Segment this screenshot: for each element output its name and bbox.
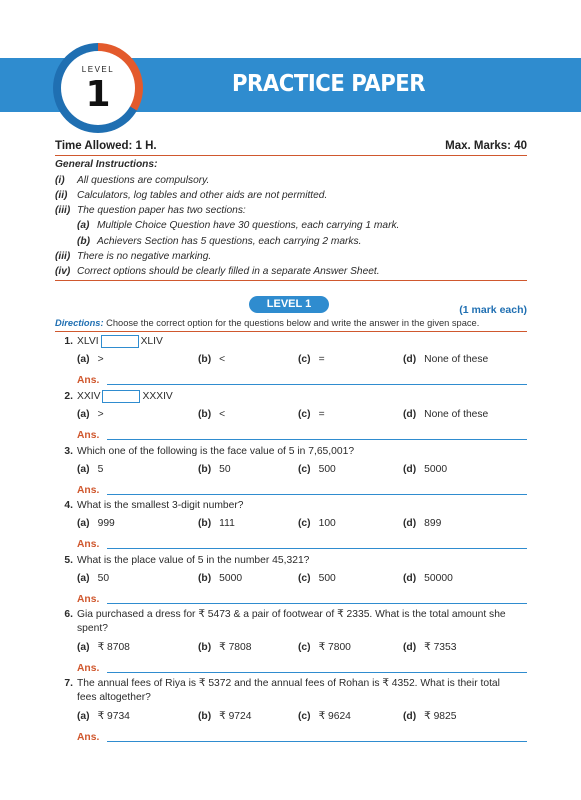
instruction-number: (iv) [55, 265, 71, 277]
question-number: 7. [64, 678, 73, 689]
question-number: 1. [64, 336, 73, 347]
option-letter: (d) [403, 409, 417, 420]
option-text: 50 [97, 573, 110, 584]
option-d[interactable] [403, 352, 488, 368]
instruction-number: (b) [77, 235, 91, 247]
option-c[interactable] [298, 462, 336, 478]
question-text: What is the smallest 3-digit number? [77, 500, 244, 511]
question [55, 389, 527, 445]
answer-row [55, 373, 527, 390]
option-letter: (c) [298, 573, 311, 584]
instruction-item [55, 203, 527, 218]
instruction-item [55, 173, 527, 188]
option-text: 5000 [219, 573, 243, 584]
question [55, 444, 527, 500]
answer-row [55, 661, 527, 678]
question-number: 5. [64, 555, 73, 566]
answer-label: Ans. [77, 731, 100, 743]
option-a[interactable] [77, 640, 130, 656]
option-letter: (a) [77, 518, 90, 529]
answer-row [55, 428, 527, 445]
question-text: The annual fees of Riya is ₹ 5372 and the annual fees of Rohan is ₹ 4352. What is their total [77, 678, 500, 689]
directions-text: Choose the correct option for the questions below and write the answer in the given space. [106, 318, 480, 328]
option-text: = [318, 409, 325, 420]
answer-label: Ans. [77, 375, 100, 386]
question-number: 2. [64, 391, 73, 402]
option-text: 500 [318, 464, 336, 475]
question-number: 6. [64, 609, 73, 620]
instruction-item [55, 188, 527, 203]
option-c[interactable] [298, 709, 351, 725]
directions-label: Directions: [55, 318, 104, 328]
option-text: ₹ 9734 [97, 710, 130, 722]
instruction-subitem [55, 218, 527, 233]
option-text: ₹ 9825 [424, 710, 457, 722]
answer-label: Ans. [77, 662, 100, 674]
numeral-left: XLVI [77, 336, 99, 347]
options-row [55, 709, 527, 725]
option-d[interactable] [403, 709, 456, 725]
level-badge-inner [61, 51, 135, 125]
instruction-number: (iii) [55, 250, 71, 262]
level-badge [53, 43, 143, 133]
general-instructions [55, 158, 527, 279]
option-text: 50 [219, 464, 231, 475]
option-text: < [219, 409, 226, 420]
option-letter: (c) [298, 464, 311, 475]
option-b[interactable] [198, 640, 251, 656]
option-a[interactable] [77, 407, 104, 423]
answer-label: Ans. [77, 485, 100, 496]
option-text: ₹ 9624 [318, 710, 351, 722]
options-row [55, 640, 527, 656]
option-d[interactable] [403, 462, 447, 478]
numeral-left: XXIV [77, 391, 101, 402]
question-number: 3. [64, 446, 73, 457]
option-letter: (d) [403, 464, 417, 475]
instruction-item [55, 264, 527, 279]
level-badge-number: 1 [85, 74, 111, 115]
option-text: ₹ 7808 [219, 641, 252, 653]
section-title: LEVEL 1 [249, 296, 329, 313]
option-b[interactable] [198, 516, 235, 532]
option-letter: (d) [403, 518, 417, 529]
option-text: 999 [97, 518, 115, 529]
option-a[interactable] [77, 352, 104, 368]
answer-label: Ans. [77, 594, 100, 605]
answer-row [55, 730, 527, 747]
page-title: PRACTICE PAPER [232, 71, 426, 97]
option-letter: (a) [77, 354, 90, 365]
question [55, 553, 527, 609]
option-letter: (a) [77, 573, 90, 584]
option-text: 50000 [424, 573, 453, 584]
question-text-continued: spent? [77, 623, 108, 634]
options-row [55, 571, 527, 587]
option-text: 5 [97, 464, 104, 475]
option-letter: (c) [298, 409, 311, 420]
option-text: < [219, 354, 226, 365]
instruction-text: All questions are compulsory. [77, 174, 210, 186]
question-text: Which one of the following is the face value of 5 in 7,65,001? [77, 446, 355, 457]
options-row [55, 407, 527, 423]
option-letter: (a) [77, 710, 90, 722]
option-c[interactable] [298, 571, 336, 587]
answer-line[interactable] [107, 741, 527, 742]
instruction-number: (i) [55, 174, 65, 186]
answer-label: Ans. [77, 539, 100, 550]
option-a[interactable] [77, 516, 115, 532]
general-instructions-title: General Instructions: [55, 159, 158, 170]
question-number: 4. [64, 500, 73, 511]
divider [55, 155, 527, 156]
answer-line[interactable] [107, 439, 527, 440]
option-a[interactable] [77, 709, 130, 725]
option-letter: (c) [298, 641, 311, 653]
option-b[interactable] [198, 407, 225, 423]
option-letter: (b) [198, 641, 212, 653]
option-letter: (b) [198, 518, 212, 529]
instruction-text: The question paper has two sections: [77, 205, 246, 217]
option-text: 5000 [424, 464, 448, 475]
question-text [77, 389, 527, 404]
instruction-text: Achievers Section has 5 questions, each carrying 2 marks. [97, 235, 362, 247]
divider [55, 280, 527, 281]
option-letter: (a) [77, 409, 90, 420]
option-letter: (d) [403, 710, 417, 722]
option-text: 100 [318, 518, 336, 529]
instruction-number: (ii) [55, 189, 68, 201]
option-text: ₹ 8708 [97, 641, 130, 653]
answer-line[interactable] [107, 548, 527, 549]
options-row [55, 516, 527, 532]
time-allowed: Time Allowed: 1 H. [55, 140, 157, 152]
directions [55, 318, 479, 328]
answer-line[interactable] [107, 603, 527, 604]
option-letter: (d) [403, 354, 417, 365]
answer-line[interactable] [107, 494, 527, 495]
option-d[interactable] [403, 407, 488, 423]
option-text: ₹ 9724 [219, 710, 252, 722]
option-text: > [97, 354, 104, 365]
instruction-text: Calculators, log tables and other aids are not permitted. [77, 189, 328, 201]
divider [55, 331, 527, 332]
level-badge-label: LEVEL [81, 65, 115, 74]
instruction-text: There is no negative marking. [77, 250, 212, 262]
answer-row [55, 537, 527, 554]
options-row [55, 352, 527, 368]
option-a[interactable] [77, 462, 103, 478]
question-text: What is the place value of 5 in the number 45,321? [77, 555, 310, 566]
option-letter: (c) [298, 518, 311, 529]
option-letter: (b) [198, 409, 212, 420]
option-letter: (b) [198, 710, 212, 722]
max-marks: Max. Marks: 40 [445, 140, 527, 152]
option-d[interactable] [403, 516, 441, 532]
instruction-number: (iii) [55, 205, 71, 217]
option-letter: (b) [198, 573, 212, 584]
option-text: None of these [424, 409, 489, 420]
option-letter: (a) [77, 464, 90, 475]
option-text: ₹ 7353 [424, 641, 457, 653]
answer-blank-box[interactable] [101, 335, 139, 348]
option-c[interactable] [298, 516, 336, 532]
option-d[interactable] [403, 571, 453, 587]
question [55, 607, 527, 678]
instruction-number: (a) [77, 220, 90, 232]
option-text: None of these [424, 354, 489, 365]
option-letter: (c) [298, 354, 311, 365]
option-c[interactable] [298, 352, 325, 368]
option-b[interactable] [198, 571, 242, 587]
option-text: 111 [219, 518, 235, 529]
option-letter: (a) [77, 641, 90, 653]
option-d[interactable] [403, 640, 456, 656]
option-letter: (c) [298, 710, 311, 722]
question [55, 498, 527, 554]
option-b[interactable] [198, 709, 251, 725]
question-text-continued: fees altogether? [77, 692, 151, 703]
option-text: ₹ 7800 [318, 641, 351, 653]
option-b[interactable] [198, 462, 231, 478]
instruction-item [55, 249, 527, 264]
marks-each: (1 mark each) [459, 304, 527, 316]
instruction-text: Multiple Choice Question have 30 questions, each carrying 1 mark. [97, 220, 400, 232]
option-text: 899 [424, 518, 442, 529]
option-text: 500 [318, 573, 336, 584]
option-letter: (b) [198, 354, 212, 365]
option-a[interactable] [77, 571, 109, 587]
option-b[interactable] [198, 352, 225, 368]
option-c[interactable] [298, 407, 325, 423]
options-row [55, 462, 527, 478]
option-text: = [318, 354, 325, 365]
question [55, 676, 527, 747]
question-text [77, 334, 527, 349]
question-text: Gia purchased a dress for ₹ 5473 & a pair of footwear of ₹ 2335. What is the total amount she [77, 609, 506, 620]
option-c[interactable] [298, 640, 351, 656]
option-letter: (d) [403, 641, 417, 653]
option-letter: (b) [198, 464, 212, 475]
question [55, 334, 527, 390]
instruction-text: Correct options should be clearly filled in a separate Answer Sheet. [77, 265, 380, 277]
answer-line[interactable] [107, 384, 527, 385]
option-text: > [97, 409, 104, 420]
answer-label: Ans. [77, 430, 100, 441]
instruction-subitem [55, 234, 527, 249]
answer-line[interactable] [107, 672, 527, 673]
numeral-right: XXXIV [142, 391, 173, 402]
answer-blank-box[interactable] [102, 390, 140, 403]
option-letter: (d) [403, 573, 417, 584]
numeral-right: XLIV [140, 336, 163, 347]
